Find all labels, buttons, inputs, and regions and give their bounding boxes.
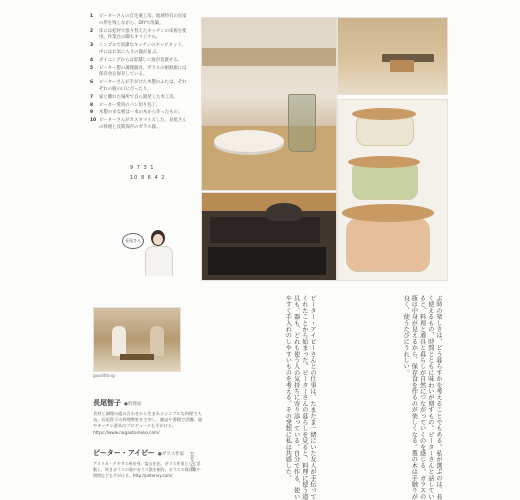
caption-text: シンプルで清潔なキッチンのキャビネット。中にはお気に入りの器が並ぶ。 [99, 43, 186, 55]
plate-shape [214, 130, 284, 152]
caption-row [90, 103, 190, 110]
caption-row [90, 110, 190, 117]
profile-bio: アメリカ・テキサス州出身。富山在住。ガラス作家として活動し、吹きガラスの器やガラス瓶を制作。ガラスの保存瓶や照明なども手がける。http://peterivy.com/ [93, 461, 201, 479]
portrait-photo [137, 228, 176, 276]
caption-text: ピーターさんが手がけた木製のふたは、それぞれの瓶の口にぴったり。 [99, 80, 187, 92]
caption-number: 3 [90, 43, 94, 49]
oven-shape [208, 247, 326, 275]
stove-photo [201, 192, 337, 281]
profile-role: ●料理家 [124, 402, 142, 407]
caption-number: 7 [90, 94, 94, 100]
caption-number: 5 [90, 65, 94, 71]
caption-row [90, 118, 190, 132]
bread-knife-photo [337, 17, 448, 95]
article-column: ぶ時の楽しさは、どう暮らすかを考えることでもある。私が選ぶのは、長く使えるもの、時間とともに味わいが増すもの。ピーターさんと話していると、料理と道具と暮らしが自然につながっていくのを感じる。ガラスの瓶は中身が見えるから、保存食を作るのが楽しくなる。蓋の木は手触りが良く、使うたびにうれしい。 [402, 295, 442, 500]
speech-bubble: 長尾さん [122, 233, 144, 249]
caption-number: 1 [90, 14, 94, 19]
caption-row [90, 95, 190, 102]
shelf-shape [202, 48, 336, 66]
glass-containers-photo [337, 99, 448, 281]
profile-name: ピーター・アイビー [93, 449, 155, 457]
table-shape [120, 354, 154, 360]
cutting-board-shape [390, 60, 414, 72]
photo-number-row: 10 8 6 4 2 [130, 175, 166, 181]
caption-row [90, 29, 190, 43]
caption-number: 10 [90, 118, 97, 124]
lid-shape [348, 156, 420, 168]
caption-number: 8 [90, 102, 94, 108]
profile-block [93, 390, 203, 436]
photo-number-row: 9 7 3 1 [130, 165, 155, 171]
glass-shape [288, 94, 316, 152]
jar-shape [346, 218, 430, 272]
photo-captions [90, 14, 190, 162]
caption-number: 9 [90, 110, 94, 116]
caption-text: ダイニングからは窓越しに庭が見渡せる。 [99, 57, 183, 63]
caption-row [90, 80, 190, 94]
caption-text: ピーターさんの自宅兼工房。地域特有の民家の形を残しながら、DIYで改築。 [99, 14, 187, 26]
profile-role: ●ガラス作家 [157, 452, 185, 457]
profile-name: 長尾智子 [93, 399, 121, 407]
profile-bio: 食材と調理の組み合わせから生まれるシンプルな料理で人気。長尾智子の料理教室を主宰し、雑誌や書籍で活躍。器やキッチン道具のプロデュースも手がける。https://www.nagaotomoko.com/ [93, 411, 202, 435]
caption-row [90, 14, 190, 28]
kitchen-window-photo [201, 17, 337, 191]
interview-photo [93, 307, 181, 372]
article-column: ピーター・アイビーさんとの仕事は、たまたま一緒にいた友人が手伝ってくれたことから始まった。ピーターさんの暮らしを見ると、料理に使う道具も、器も、どれも使う人の気持ちに寄り添っている。自分で作る、使いやすく手入れのしやすいものを考える。その発想に私は共感した。 [284, 295, 316, 500]
caption-row [90, 43, 190, 57]
caption-text: ピーター愛用のパン切り包丁。 [99, 102, 161, 108]
caption-text: 家と離れた場所で自ら開発した木工房。 [99, 94, 179, 100]
lid-shape [352, 108, 416, 120]
portrait-face [153, 234, 163, 245]
caption-row [90, 58, 190, 65]
stove-top-shape [210, 217, 320, 243]
page-number: page 036 [190, 452, 195, 471]
caption-number: 6 [90, 80, 94, 86]
caption-text: 木製のまな板は一本の木から作ったもの。 [99, 110, 183, 116]
person-shape [112, 326, 126, 356]
person-shape [150, 326, 164, 356]
caption-text: ピーターさんがカスタマイズした、長尾さんの料理と長期保存のガラス器。 [99, 118, 187, 130]
caption-number: 2 [90, 28, 94, 34]
caption-text: 床には松材で張り替えたキッチンの床板を使用。作業台の脚もオリジナル。 [99, 28, 187, 41]
portrait-body [145, 246, 173, 276]
caption-row [90, 66, 190, 80]
photo-label: goodthing [93, 374, 115, 379]
lid-shape [342, 204, 434, 222]
caption-text: ピーター製の調理器具。ガラスの耐熱瓶には保存食を保存している。 [99, 65, 187, 78]
pot-shape [266, 203, 302, 221]
caption-number: 4 [90, 57, 94, 63]
photo-number-map [130, 163, 190, 183]
